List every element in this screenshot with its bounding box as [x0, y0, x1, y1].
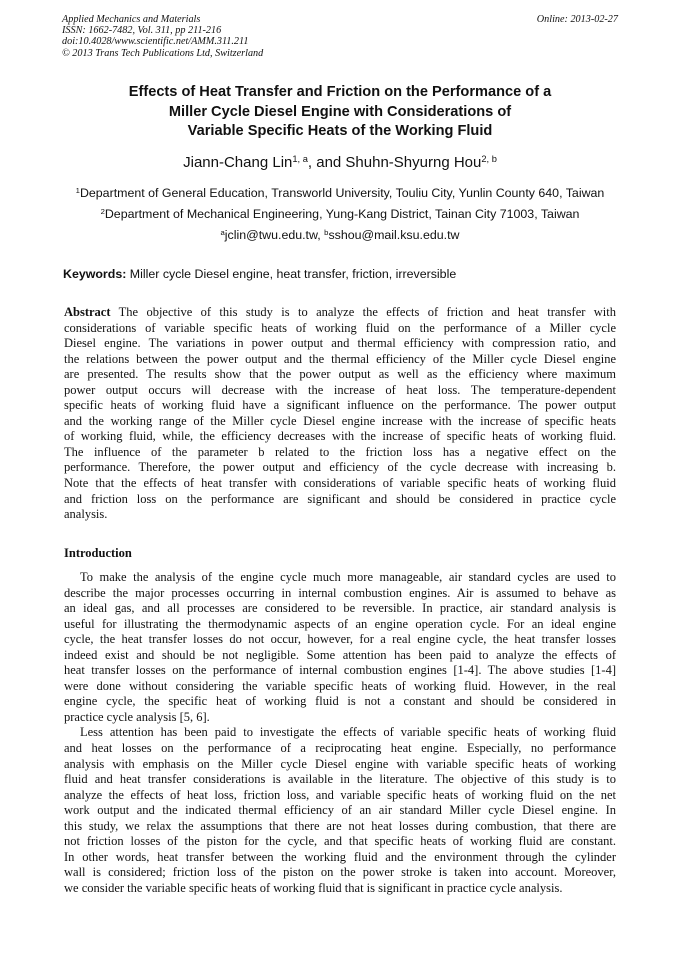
- abstract-line: and the working range of the Miller cycle Diesel engine increase with the increase of specific heats: [64, 413, 616, 428]
- keywords: [63, 267, 456, 281]
- intro-line: To make the analysis of the engine cycle much more manageable, air standard cycles are used to: [80, 570, 616, 584]
- abstract-line: specific heats of working fluid have a significant influence on the performance. The power output: [64, 398, 616, 413]
- intro-line: were done without considering the variable specific heats of working fluid. However, in the real: [64, 678, 616, 693]
- author-name: Shuhn-Shyurng Hou: [345, 154, 482, 171]
- email-link[interactable]: jclin@twu.edu.tw,: [224, 228, 325, 242]
- author-sup: 1, a: [292, 153, 308, 164]
- abstract-line: Diesel engine. The variations in power output and thermal efficiency with compression ratio, and: [64, 336, 616, 351]
- intro-line: fluid and heat transfer considerations is available in the literature. The objective of this study is to: [64, 772, 616, 787]
- keywords-label: Keywords:: [63, 267, 127, 281]
- intro-line: Less attention has been paid to investigate the effects of variable specific heats of working fluid: [80, 725, 616, 740]
- intro-line: describe the major processes occurring in internal combustion engines. Air is assumed to behave as: [64, 585, 616, 600]
- abstract-line: the relations between the power output and the thermal efficiency of the Miller cycle Diesel engine: [64, 351, 616, 366]
- abstract-line: The influence of the parameter b related to the friction loss has a negative effect on the: [64, 444, 616, 459]
- title-line: Variable Specific Heats of the Working Fluid: [187, 123, 493, 139]
- intro-line: indeed exist and should be not negligible. Some attention has been paid to analyze the effects of: [64, 647, 616, 662]
- affiliation-2: $^2$Department of Mechanical Engineering, Yung-Kang District, Tainan City 71003, Taiwan: [100, 206, 580, 221]
- title-line: Effects of Heat Transfer and Friction on the Performance of a: [128, 84, 552, 100]
- intro-line: cycle, the heat transfer losses do not occur, however, for a real engine cycle, the heat transfer losses: [64, 632, 616, 647]
- intro-line: we consider the variable specific heats of working fluid that is significant in practice cycle analysis.: [64, 880, 563, 895]
- journal-doi: doi:10.4028/www.scientific.net/AMM.311.211: [62, 36, 249, 48]
- author-list: [40, 154, 640, 173]
- abstract-line: and friction loss on the performance are significant and should be considered in practice cycle: [64, 491, 616, 506]
- abstract-line: Abstract The objective of this study is to analyze the effects of friction and heat transfer with: [64, 305, 616, 319]
- abstract-line: analysis.: [64, 507, 108, 522]
- journal-copyright: © 2013 Trans Tech Publications Ltd, Switzerland: [62, 47, 264, 59]
- affiliation-1: $^1$Department of General Education, Transworld University, Touliu City, Yunlin County 640, Taiwan: [75, 185, 605, 200]
- journal-header: [62, 14, 618, 59]
- author-separator: , and: [307, 154, 346, 171]
- intro-line: an ideal gas, and all processes are considered to be reversible. In practice, air standard analysis is: [64, 601, 616, 616]
- email-link[interactable]: sshou@mail.ksu.edu.tw: [328, 228, 460, 242]
- abstract-line: are presented. The results show that the power output as well as the efficiency where maximum: [64, 367, 616, 382]
- keywords-text: Miller cycle Diesel engine, heat transfer, friction, irreversible: [126, 267, 457, 281]
- abstract: [64, 305, 616, 523]
- introduction-body: [64, 570, 616, 896]
- author-name: Jiann-Chang Lin: [183, 154, 293, 171]
- intro-line: this study, we relax the assumptions that there are not heat losses during combustion, that there are: [64, 818, 616, 833]
- intro-line: analysis with emphasis on the Miller cycle Diesel engine with variable specific heats of working: [64, 756, 616, 771]
- intro-line: and heat losses on the performance of a reciprocating heat engine. Especially, no performance: [64, 741, 616, 756]
- intro-line: not friction losses of the piston for the cycle, and that specific heats of working fluid are constant.: [64, 834, 616, 849]
- online-date: Online: 2013-02-27: [536, 14, 618, 25]
- intro-line: wall is considered; friction loss of the piston on the power stroke is taken into account. Moreover,: [64, 865, 616, 880]
- intro-line: analyze the effects of heat loss, friction loss, and variable specific heats of working fluid on the net: [64, 787, 616, 802]
- title-line: Miller Cycle Diesel Engine with Considerations of: [168, 103, 512, 120]
- journal-name: Applied Mechanics and Materials: [62, 14, 201, 25]
- intro-line: engine cycle, the specific heat of working fluid is not a constant and should be considered in: [64, 694, 616, 709]
- abstract-line: of working fluid, while, the efficiency decreases with the increase of specific heats of working fluid.: [64, 429, 616, 444]
- intro-line: practice cycle analysis [5, 6].: [64, 709, 210, 724]
- author-emails: $^a$jclin@twu.edu.tw, $^b$sshou@mail.ksu.edu.tw: [220, 227, 460, 242]
- abstract-line: performance. Therefore, the power output and efficiency of the cycle decrease with increasing b.: [64, 460, 616, 475]
- abstract-line: considerations of variable specific heats of working fluid on the performance of a Miller cycle: [64, 320, 616, 335]
- author-sup: 2, b: [481, 153, 497, 164]
- abstract-line: Note that the effects of heat transfer with considerations of variable specific heats of working fluid: [64, 476, 616, 491]
- intro-line: heat transfer losses on the performance of internal combustion engines [1-4]. The above studies [1-4]: [64, 663, 616, 678]
- intro-line: useful for illustrating the thermodynamic aspects of an engine operation cycle. For an ideal engine: [64, 616, 616, 631]
- paper-title: [40, 83, 640, 142]
- abstract-label: Abstract: [64, 305, 111, 319]
- intro-line: In other words, heat transfer between the working fluid and the environment through the cylinder: [64, 849, 616, 864]
- journal-issn: ISSN: 1662-7482, Vol. 311, pp 211-216: [62, 25, 222, 37]
- abstract-line: power output occurs will decrease with the increase of heat loss. The temperature-dependent: [64, 382, 616, 397]
- intro-line: work output and the indicated thermal efficiency of an air standard Miller cycle Diesel engine. In: [64, 803, 616, 818]
- section-heading-introduction: Introduction: [64, 546, 132, 560]
